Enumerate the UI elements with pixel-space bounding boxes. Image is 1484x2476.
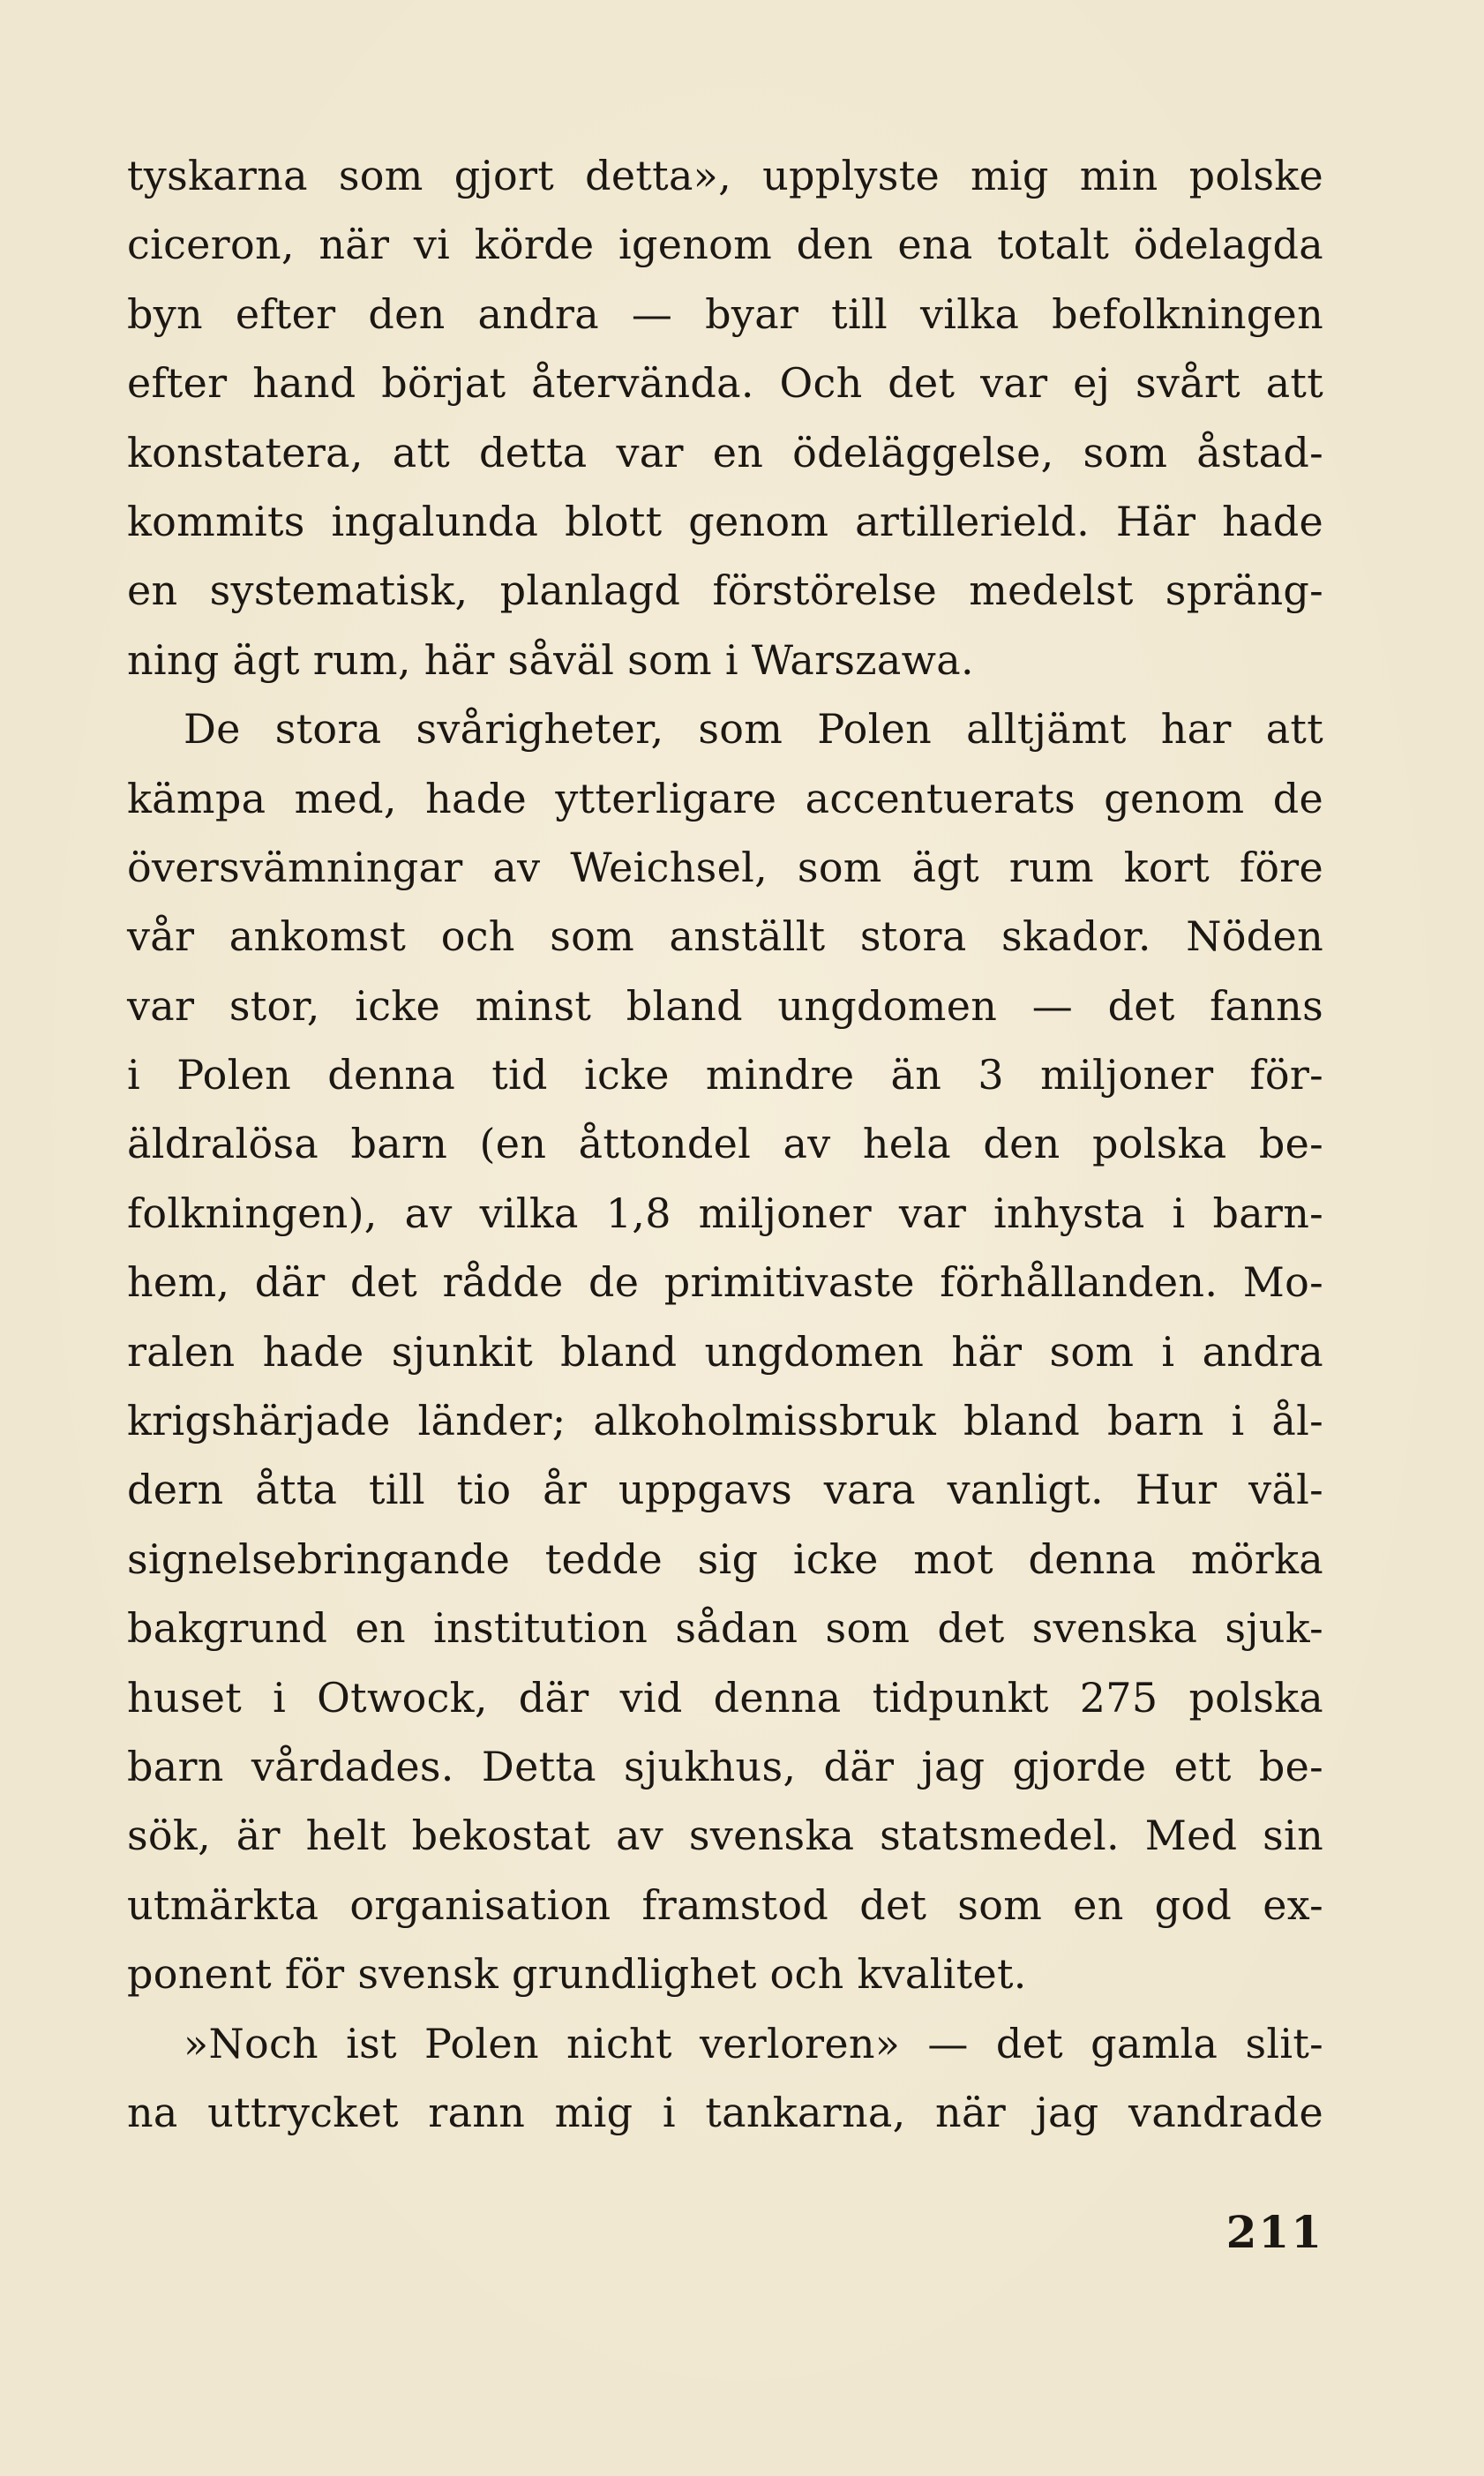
text-line: krigshärjade länder; alkoholmissbruk bland barn i ål- <box>127 1397 1323 1445</box>
text-line: tyskarna som gjort detta», upplyste mig min polske <box>127 152 1323 199</box>
text-line: sök, är helt bekostat av svenska statsmedel. Med sin <box>127 1812 1323 1860</box>
text-line: ponent för svensk grundlighet och kvalitet. <box>127 1950 1027 1999</box>
paragraph <box>127 2009 1323 2148</box>
text-line: huset i Otwock, där vid denna tidpunkt 275 polska <box>127 1673 1323 1722</box>
text-line: efter hand börjat återvända. Och det var ej svårt att <box>127 359 1323 408</box>
paragraph <box>127 694 1323 2008</box>
text-line: konstatera, att detta var en ödeläggelse, som åstad- <box>127 428 1323 476</box>
text-line: var stor, icke minst bland ungdomen — det fanns <box>127 981 1323 1030</box>
text-line: kämpa med, hade ytterligare accentuerats genom de <box>127 774 1323 822</box>
text-line: ralen hade sjunkit bland ungdomen här som i andra <box>127 1327 1323 1376</box>
text-line: kommits ingalunda blott genom artillerield. Här hade <box>127 497 1323 545</box>
text-line: byn efter den andra — byar till vilka befolkningen <box>127 289 1323 338</box>
text-line: barn vårdades. Detta sjukhus, där jag gjorde ett be- <box>127 1742 1323 1790</box>
text-line: bakgrund en institution sådan som det svenska sjuk- <box>127 1604 1323 1653</box>
page-number: 211 <box>1225 2206 1323 2258</box>
text-line: folkningen), av vilka 1,8 miljoner var inhysta i barn- <box>127 1189 1323 1237</box>
text-line: hem, där det rådde de primitivaste förhållanden. Mo- <box>127 1258 1323 1307</box>
text-line: De stora svårigheter, som Polen alltjämt har att <box>184 705 1323 754</box>
text-line: dern åtta till tio år uppgavs vara vanligt. Hur väl- <box>127 1466 1323 1514</box>
paragraph <box>127 141 1323 694</box>
text-line: äldralösa barn (en åttondel av hela den polska be- <box>127 1120 1323 1168</box>
text-line: vår ankomst och som anställt stora skador. Nöden <box>127 912 1323 961</box>
text-line: »Noch ist Polen nicht verloren» — det gamla slit- <box>184 2019 1323 2067</box>
text-line: na uttrycket rann mig i tankarna, när jag vandrade <box>127 2088 1323 2136</box>
text-line: ciceron, när vi körde igenom den ena totalt ödelagda <box>127 221 1323 269</box>
text-line: i Polen denna tid icke mindre än 3 miljoner för- <box>127 1051 1323 1099</box>
text-line: utmärkta organisation framstod det som en god ex- <box>127 1880 1323 1929</box>
text-line: ning ägt rum, här såväl som i Warszawa. <box>127 635 974 684</box>
text-line: en systematisk, planlagd förstörelse medelst spräng- <box>127 566 1323 615</box>
text-line: signelsebringande tedde sig icke mot denna mörka <box>127 1534 1323 1583</box>
text-line: översvämningar av Weichsel, som ägt rum kort före <box>127 843 1323 891</box>
body-text <box>127 141 1323 2147</box>
